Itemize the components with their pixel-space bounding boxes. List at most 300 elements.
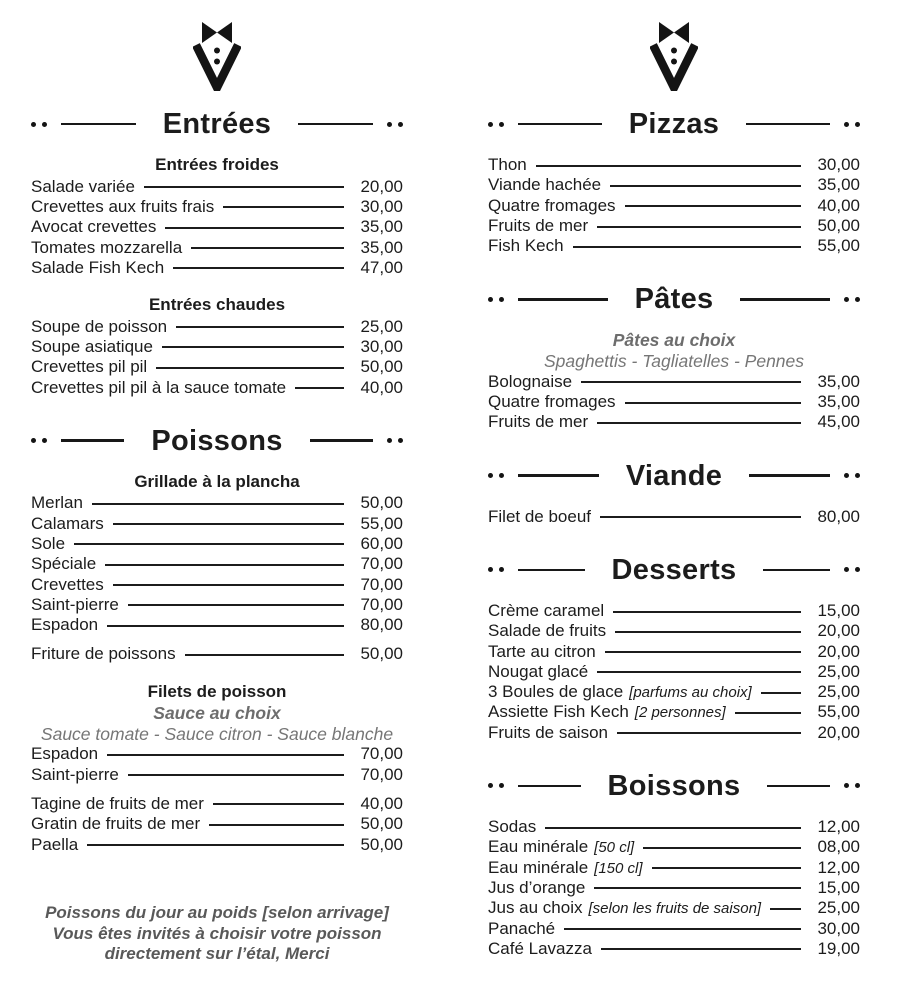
leader-line	[770, 908, 801, 910]
menu-item-group	[31, 177, 403, 278]
item-name	[31, 744, 98, 764]
leader-line	[613, 611, 801, 613]
item-name	[488, 372, 572, 392]
decorative-dot	[855, 122, 860, 127]
heading-dots	[844, 567, 860, 572]
menu-item-row	[488, 155, 860, 175]
item-name	[488, 837, 634, 857]
item-price: 35,00	[817, 392, 860, 412]
item-price: 60,00	[360, 533, 403, 553]
item-price: 55,00	[817, 702, 860, 722]
decorative-dot	[499, 783, 504, 788]
item-name	[31, 378, 286, 398]
menu-item-row	[488, 507, 860, 527]
item-price: 50,00	[360, 493, 403, 513]
item-price: 08,00	[817, 837, 860, 857]
section-title: Pizzas	[628, 108, 720, 140]
menu-item-row	[31, 814, 403, 834]
leader-line	[597, 226, 801, 228]
item-detail: [selon les fruits de saison]	[588, 900, 762, 918]
menu-item-row	[488, 236, 860, 256]
leader-line	[573, 246, 801, 248]
heading-rule	[746, 123, 830, 125]
item-name-text: Paella	[31, 834, 79, 854]
item-price: 70,00	[360, 594, 403, 614]
menu-column-right	[488, 0, 860, 965]
item-name-text: Tagine de fruits de mer	[31, 793, 204, 813]
menu-item-row	[31, 615, 403, 635]
leader-line	[617, 732, 801, 734]
leader-line	[113, 523, 344, 525]
item-name-text: Bolognaise	[488, 371, 573, 391]
item-name	[31, 534, 65, 554]
item-name	[488, 216, 588, 236]
menu-item-group	[488, 507, 860, 527]
leader-line	[74, 543, 344, 545]
menu-item-row	[31, 534, 403, 554]
item-name	[488, 702, 726, 722]
section-title: Entrées	[162, 108, 272, 140]
decorative-dot	[499, 473, 504, 478]
item-price: 12,00	[817, 817, 860, 837]
heading-rule	[61, 123, 136, 125]
item-detail: [50 cl]	[594, 839, 635, 857]
menu-item-row	[31, 197, 403, 217]
item-price: 50,00	[360, 644, 403, 664]
item-name	[488, 236, 564, 256]
item-name-text: Filet de boeuf	[488, 506, 592, 526]
item-name	[31, 575, 104, 595]
leader-line	[128, 604, 344, 606]
decorative-dot	[855, 783, 860, 788]
item-price: 55,00	[360, 513, 403, 533]
decorative-dot	[844, 473, 849, 478]
item-name-text: Soupe asiatique	[31, 336, 153, 356]
menu-section	[31, 106, 403, 398]
item-price: 47,00	[360, 257, 403, 277]
item-name-text: Saint-pierre	[31, 594, 119, 614]
heading-dots	[387, 122, 403, 127]
item-detail: [2 personnes]	[634, 704, 726, 722]
section-heading	[488, 106, 860, 142]
item-price: 30,00	[817, 155, 860, 175]
menu-item-row	[31, 513, 403, 533]
decorative-dot	[488, 567, 493, 572]
menu-item-row	[31, 574, 403, 594]
item-price: 30,00	[360, 196, 403, 216]
item-detail: [150 cl]	[594, 859, 643, 877]
item-name	[488, 682, 752, 702]
item-price: 50,00	[817, 216, 860, 236]
section-title: Pâtes	[634, 283, 714, 316]
section-heading	[488, 552, 860, 588]
item-price: 25,00	[360, 316, 403, 336]
menu-item-row	[31, 744, 403, 764]
menu-item-row	[488, 412, 860, 432]
item-price: 20,00	[817, 621, 860, 641]
menu-item-row	[31, 316, 403, 336]
group-note: Spaghettis - Tagliatelles - Pennes	[543, 351, 805, 372]
heading-rule	[518, 298, 608, 300]
item-name	[31, 197, 214, 217]
item-name	[488, 175, 601, 195]
item-name	[31, 177, 135, 197]
group-subtitle: Entrées froides	[155, 155, 279, 174]
item-name-text: Eau minérale	[488, 837, 589, 857]
menu-item-row	[488, 702, 860, 722]
menu-item-row	[488, 216, 860, 236]
heading-dots	[31, 438, 47, 443]
item-name	[31, 217, 156, 237]
item-name-text: Jus d’orange	[488, 877, 586, 897]
item-price: 19,00	[817, 938, 860, 958]
item-name-text: Salade Fish Kech	[31, 257, 165, 277]
menu-item-group	[31, 493, 403, 635]
item-price: 30,00	[360, 336, 403, 356]
leader-line	[92, 503, 344, 505]
decorative-dot	[855, 297, 860, 302]
menu-item-row	[31, 377, 403, 397]
leader-line	[615, 631, 801, 633]
decorative-dot	[488, 122, 493, 127]
menu-item-row	[488, 682, 860, 702]
menu-item-row	[31, 834, 403, 854]
leader-line	[162, 346, 344, 348]
item-price: 20,00	[817, 641, 860, 661]
heading-dots	[387, 438, 403, 443]
section-heading	[488, 281, 860, 317]
item-name-text: Fruits de mer	[488, 216, 589, 236]
leader-line	[113, 584, 344, 586]
item-price: 80,00	[817, 506, 860, 526]
leader-line	[536, 165, 801, 167]
decorative-dot	[31, 438, 36, 443]
leader-line	[594, 887, 801, 889]
item-name-text: Eau minérale	[488, 857, 589, 877]
leader-line	[105, 564, 344, 566]
leader-line	[643, 847, 801, 849]
item-name-text: Quatre fromages	[488, 392, 616, 412]
menu-item-row	[488, 621, 860, 641]
item-price: 35,00	[360, 237, 403, 257]
item-name-text: Soupe de poisson	[31, 316, 168, 336]
section-heading	[31, 106, 403, 142]
heading-rule	[749, 474, 830, 476]
menu-item-row	[488, 878, 860, 898]
item-name-text: Viande hachée	[488, 175, 602, 195]
group-note: Sauce tomate - Sauce citron - Sauce blanche	[40, 723, 394, 744]
decorative-dot	[855, 473, 860, 478]
heading-rule	[298, 123, 373, 125]
item-name	[488, 878, 585, 898]
decorative-dot	[844, 567, 849, 572]
leader-line	[735, 712, 801, 714]
decorative-dot	[488, 473, 493, 478]
section-title: Poissons	[151, 424, 283, 457]
item-name	[31, 595, 119, 615]
menu-item-row	[488, 858, 860, 878]
item-price: 70,00	[360, 744, 403, 764]
decorative-dot	[844, 122, 849, 127]
item-price: 45,00	[817, 412, 860, 432]
decorative-dot	[499, 297, 504, 302]
menu-item-row	[31, 258, 403, 278]
menu-item-row	[31, 493, 403, 513]
leader-line	[597, 671, 801, 673]
heading-dots	[488, 122, 504, 127]
leader-line	[761, 692, 801, 694]
item-name-text: Avocat crevettes	[31, 217, 157, 237]
heading-dots	[844, 783, 860, 788]
heading-dots	[488, 473, 504, 478]
menu-item-group	[488, 372, 860, 433]
item-name	[31, 493, 83, 513]
leader-line	[601, 948, 801, 950]
item-name-text: Thon	[488, 155, 527, 175]
group-note: Sauce au choix	[153, 703, 281, 724]
decorative-dot	[488, 783, 493, 788]
decorative-dot	[844, 783, 849, 788]
heading-dots	[844, 297, 860, 302]
item-name-text: Fruits de mer	[488, 412, 589, 432]
item-name	[31, 835, 78, 855]
item-name-text: Sodas	[488, 817, 537, 837]
item-name	[488, 898, 761, 918]
item-name-text: Spéciale	[31, 554, 97, 574]
leader-line	[176, 326, 344, 328]
item-name-text: Tarte au citron	[488, 641, 596, 661]
item-name-text: Crème caramel	[488, 601, 605, 620]
item-name	[31, 357, 147, 377]
leader-line	[610, 185, 801, 187]
menu-item-row	[488, 918, 860, 938]
leader-line	[597, 422, 801, 424]
decorative-dot	[387, 122, 392, 127]
decorative-dot	[855, 567, 860, 572]
item-price: 50,00	[360, 357, 403, 377]
leader-line	[564, 928, 801, 930]
menu-item-row	[31, 644, 403, 664]
leader-line	[156, 367, 344, 369]
item-name	[488, 392, 616, 412]
heading-dots	[31, 122, 47, 127]
item-name-text: Espadon	[31, 615, 99, 635]
item-name-text: Crevettes pil pil	[31, 357, 148, 377]
item-name-text: Nougat glacé	[488, 661, 589, 681]
leader-line	[107, 754, 344, 756]
item-name-text: Fish Kech	[488, 236, 564, 256]
group-subtitle: Grillade à la plancha	[134, 471, 300, 491]
item-price: 40,00	[360, 377, 403, 397]
item-name-text: Sole	[31, 533, 66, 553]
item-price: 50,00	[360, 814, 403, 834]
section-heading	[488, 768, 860, 804]
menu-item-row	[488, 723, 860, 743]
item-name	[488, 642, 596, 662]
menu-item-row	[488, 939, 860, 959]
item-name	[31, 814, 200, 834]
group-note: Pâtes au choix	[612, 330, 736, 351]
menu-item-row	[488, 372, 860, 392]
heading-dots	[844, 122, 860, 127]
item-name-text: Merlan	[31, 493, 83, 513]
decorative-dot	[499, 567, 504, 572]
leader-line	[209, 824, 344, 826]
item-name	[488, 412, 588, 432]
item-name-text: Salade variée	[31, 176, 135, 196]
item-price: 25,00	[817, 682, 860, 702]
menu-section	[31, 423, 403, 965]
item-name	[31, 238, 182, 258]
item-name	[31, 554, 96, 574]
item-name	[488, 621, 606, 641]
section-title: Boissons	[607, 769, 741, 802]
footnote-line: Vous êtes invités à choisir votre poisson	[52, 923, 382, 943]
decorative-dot	[387, 438, 392, 443]
menu-item-row	[31, 177, 403, 197]
item-price: 20,00	[360, 176, 403, 196]
item-name-text: Crevettes aux fruits frais	[31, 196, 215, 216]
heading-rule	[763, 569, 830, 571]
item-price: 35,00	[360, 217, 403, 237]
decorative-dot	[488, 297, 493, 302]
menu-item-group	[31, 794, 403, 855]
heading-rule	[518, 123, 602, 125]
leader-line	[605, 651, 801, 653]
menu-item-row	[31, 237, 403, 257]
leader-line	[185, 654, 344, 656]
decorative-dot	[42, 122, 47, 127]
section-heading	[488, 458, 860, 494]
item-name-text: Crevettes	[31, 574, 104, 594]
item-price: 12,00	[817, 857, 860, 877]
item-price: 70,00	[360, 574, 403, 594]
menu-item-row	[488, 196, 860, 216]
leader-line	[213, 803, 344, 805]
item-price: 55,00	[817, 236, 860, 256]
item-name-text: Assiette Fish Kech	[488, 702, 629, 722]
item-name-text: Espadon	[31, 744, 99, 764]
menu-item-row	[488, 837, 860, 857]
item-name	[31, 317, 167, 337]
item-name	[31, 337, 153, 357]
heading-dots	[488, 297, 504, 302]
menu-item-row	[488, 662, 860, 682]
menu-item-row	[31, 217, 403, 237]
decorative-dot	[398, 438, 403, 443]
item-name-text: Tomates mozzarella	[31, 237, 183, 257]
group-subtitle: Entrées chaudes	[148, 294, 286, 314]
heading-dots	[488, 783, 504, 788]
menu-item-group	[31, 316, 403, 397]
menu-item-row	[31, 794, 403, 814]
item-price: 40,00	[817, 195, 860, 215]
decorative-dot	[42, 438, 47, 443]
item-name	[31, 794, 204, 814]
menu-section	[488, 458, 860, 527]
item-price: 35,00	[817, 175, 860, 195]
section-heading	[31, 423, 403, 459]
leader-line	[545, 827, 801, 829]
heading-rule	[740, 298, 830, 300]
item-name-text: Salade de fruits	[488, 621, 607, 641]
menu-item-row	[488, 641, 860, 661]
item-price: 80,00	[360, 615, 403, 635]
menu-item-group	[488, 155, 860, 256]
item-price: 40,00	[360, 793, 403, 813]
item-price: 30,00	[817, 918, 860, 938]
leader-line	[652, 867, 801, 869]
leader-line	[107, 625, 344, 627]
decorative-dot	[844, 297, 849, 302]
menu-item-row	[488, 175, 860, 195]
menu-item-row	[31, 554, 403, 574]
menu-section	[488, 552, 860, 743]
item-name-text: Jus au choix	[488, 898, 583, 918]
item-name	[488, 817, 536, 837]
heading-dots	[488, 567, 504, 572]
decorative-dot	[31, 122, 36, 127]
leader-line	[600, 516, 801, 518]
item-name	[488, 858, 643, 878]
heading-rule	[767, 785, 830, 787]
menu-item-row	[31, 357, 403, 377]
decorative-dot	[499, 122, 504, 127]
footnote-line: Poissons du jour au poids [selon arrivage]	[45, 902, 389, 922]
tuxedo-bowtie-icon	[193, 21, 241, 91]
item-price: 20,00	[817, 722, 860, 742]
menu-section	[488, 768, 860, 959]
section-title: Viande	[625, 459, 723, 492]
menu-item-row	[31, 337, 403, 357]
item-name	[31, 514, 104, 534]
heading-rule	[518, 474, 599, 476]
leader-line	[295, 387, 344, 389]
section-title: Desserts	[611, 553, 737, 586]
item-name	[31, 258, 164, 278]
leader-line	[223, 206, 344, 208]
menu-item-group	[488, 601, 860, 743]
item-name	[488, 601, 604, 621]
tuxedo-bowtie-icon	[650, 21, 698, 91]
heading-rule	[61, 439, 124, 441]
menu-column-left	[31, 0, 403, 965]
item-price: 25,00	[817, 661, 860, 681]
item-name	[488, 919, 555, 939]
item-name	[488, 155, 527, 175]
leader-line	[191, 247, 344, 249]
heading-rule	[518, 785, 581, 787]
menu-item-row	[488, 817, 860, 837]
item-name-text: Quatre fromages	[488, 195, 616, 215]
item-name-text: Friture de poissons	[31, 644, 176, 664]
leader-line	[581, 381, 801, 383]
item-name	[31, 615, 98, 635]
menu-item-row	[488, 601, 860, 621]
leader-line	[128, 774, 344, 776]
item-name-text: Saint-pierre	[31, 764, 119, 784]
item-name	[31, 644, 176, 664]
leader-line	[625, 205, 801, 207]
item-price: 35,00	[817, 371, 860, 391]
heading-rule	[518, 569, 585, 571]
item-detail: [parfums au choix]	[629, 684, 752, 702]
item-name	[488, 662, 588, 682]
heading-rule	[310, 439, 373, 441]
footnote	[31, 903, 403, 965]
decorative-dot	[398, 122, 403, 127]
item-name-text: Panaché	[488, 918, 556, 938]
